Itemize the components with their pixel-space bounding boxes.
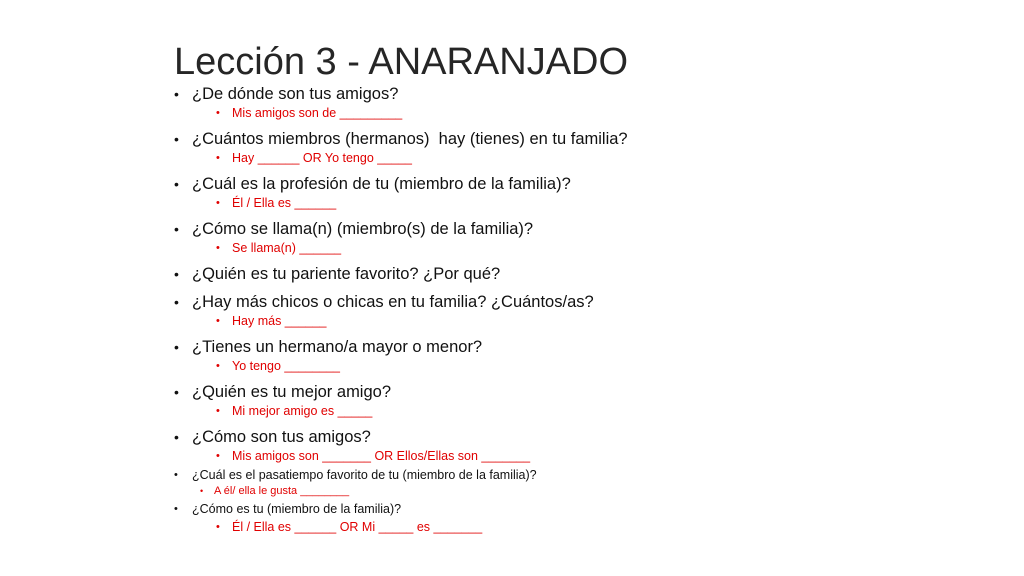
answer-item (174, 518, 994, 537)
question-text: ¿Cómo se llama(n) (miembro(s) de la familia)? (192, 220, 534, 238)
answer-item (174, 240, 994, 257)
question-text: ¿Cómo son tus amigos? (192, 428, 371, 446)
question-text: ¿Quién es tu pariente favorito? ¿Por qué? (192, 265, 501, 283)
answer-text: Él / Ella es ______ OR Mi _____ es _______ (232, 520, 483, 534)
bullet-icon: • (174, 221, 179, 237)
question-text: ¿Quién es tu mejor amigo? (192, 383, 392, 401)
bullet-icon: • (216, 197, 220, 209)
question-item (174, 467, 994, 484)
answer-item (174, 195, 994, 212)
bullet-icon: • (216, 242, 220, 254)
answer-item (174, 484, 994, 499)
answer-item (174, 105, 994, 122)
question-item (174, 218, 994, 240)
question-item (174, 381, 994, 403)
answer-item (174, 403, 994, 420)
question-item (174, 263, 994, 285)
question-item (174, 336, 994, 358)
question-text: ¿Cuántos miembros (hermanos) hay (tienes) en tu familia? (192, 130, 628, 148)
answer-text: Él / Ella es ______ (232, 196, 337, 210)
bullet-icon: • (216, 360, 220, 372)
bullet-icon: • (216, 521, 220, 533)
bullet-icon: • (174, 469, 178, 481)
question-item (174, 291, 994, 313)
bullet-icon: • (216, 405, 220, 417)
answer-item (174, 150, 994, 167)
answer-text: Mis amigos son _______ OR Ellos/Ellas son _______ (232, 449, 531, 463)
answer-text: Se llama(n) ______ (232, 241, 342, 255)
bullet-icon: • (174, 294, 179, 310)
bullet-icon: • (174, 131, 179, 147)
answer-text: Yo tengo ________ (232, 359, 340, 373)
question-text: ¿Cuál es la profesión de tu (miembro de la familia)? (192, 175, 571, 193)
bullet-icon: • (200, 486, 204, 496)
answer-item (174, 358, 994, 375)
bullet-icon: • (174, 384, 179, 400)
bullet-icon: • (216, 152, 220, 164)
bullet-icon: • (174, 429, 179, 445)
bullet-icon: • (174, 339, 179, 355)
question-item (174, 128, 994, 150)
answer-text: A él/ ella le gusta ________ (214, 485, 350, 497)
bullet-icon: • (174, 266, 179, 282)
bullet-icon: • (174, 86, 179, 102)
question-text: ¿De dónde son tus amigos? (192, 85, 399, 103)
answer-text: Mis amigos son de _________ (232, 106, 403, 120)
answer-text: Hay ______ OR Yo tengo _____ (232, 151, 413, 165)
question-text: ¿Hay más chicos o chicas en tu familia? ¿Cuántos/as? (192, 293, 594, 311)
question-list (174, 83, 994, 537)
bullet-icon: • (216, 450, 220, 462)
answer-text: Hay más ______ (232, 314, 327, 328)
question-item (174, 83, 994, 105)
question-text: ¿Cuál es el pasatiempo favorito de tu (miembro de la familia)? (192, 468, 537, 482)
answer-item (174, 448, 994, 465)
bullet-icon: • (216, 107, 220, 119)
bullet-icon: • (216, 315, 220, 327)
slide-title: Lección 3 - ANARANJADO (174, 41, 629, 83)
question-item (174, 501, 994, 518)
bullet-icon: • (174, 176, 179, 192)
bullet-icon: • (174, 503, 178, 515)
question-item (174, 173, 994, 195)
question-item (174, 426, 994, 448)
answer-item (174, 313, 994, 330)
question-text: ¿Cómo es tu (miembro de la familia)? (192, 502, 402, 516)
question-text: ¿Tienes un hermano/a mayor o menor? (192, 338, 483, 356)
answer-text: Mi mejor amigo es _____ (232, 404, 373, 418)
